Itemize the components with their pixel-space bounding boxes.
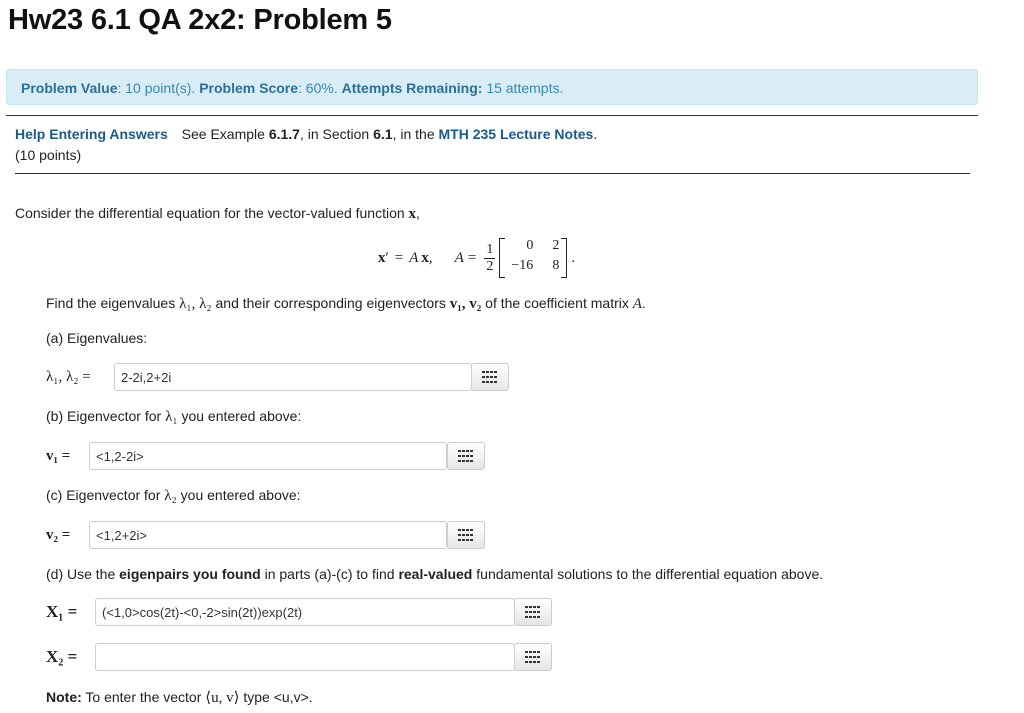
divider-bottom (15, 173, 970, 174)
part-c-end: you entered above: (180, 487, 301, 503)
eigenvalues-palette-button[interactable] (471, 363, 509, 391)
intro-text: Consider the differential equation for the vector-valued function (15, 205, 405, 221)
in-the-text: , in the (392, 126, 435, 142)
intro-end: , (416, 205, 420, 221)
problem-info-banner (6, 69, 978, 105)
example-ref: 6.1.7 (268, 126, 300, 142)
help-line (15, 126, 597, 142)
section-ref: 6.1 (373, 126, 393, 142)
section-text: , in Section (299, 126, 370, 142)
eq-equals-1: = (394, 249, 404, 266)
problem-score-label: Problem Score (199, 80, 299, 96)
eq-fraction (484, 242, 495, 275)
part-b-label (46, 408, 301, 426)
intro-sentence (15, 205, 420, 223)
part-d-label (46, 566, 823, 582)
problem-value-text: : 10 point(s). (117, 80, 196, 96)
find-text-2: and their corresponding eigenvectors (215, 295, 446, 311)
eq-matrix-name: A (454, 249, 464, 266)
note-text-1: To enter the vector (85, 689, 202, 705)
part-c-label (46, 487, 301, 505)
note-label: Note: (46, 689, 82, 705)
note-line (46, 688, 313, 707)
matrix-cell: 2 (552, 238, 560, 253)
grid-palette-icon (525, 606, 541, 618)
points-text: (10 points) (15, 147, 82, 163)
solution-x2-input[interactable] (95, 643, 515, 671)
find-math-2: v₁, v₂ (449, 296, 482, 312)
divider-top (6, 115, 978, 116)
grid-palette-icon (525, 651, 541, 663)
matrix-cell: 0 (526, 238, 534, 253)
eq-equals-2: = (467, 249, 477, 266)
part-d-text-2: in parts (a)-(c) to find (264, 566, 395, 582)
frac-numerator: 1 (486, 241, 494, 257)
part-a-label: (a) Eigenvalues: (46, 330, 148, 346)
find-text-3: of the coefficient matrix (485, 295, 629, 311)
note-text-2: type <u,v>. (243, 689, 313, 705)
grid-palette-icon (458, 529, 474, 541)
solution-x1-palette-button[interactable] (514, 598, 552, 626)
coefficient-matrix (507, 238, 559, 278)
eq-rhs-A: A (409, 249, 419, 266)
eq-end-period: . (571, 249, 576, 266)
differential-equation (378, 236, 575, 280)
part-b-end: you entered above: (181, 408, 302, 424)
part-d-text-3: fundamental solutions to the differential equation above. (476, 566, 824, 582)
find-math-1: λ₁, λ₂ (179, 296, 212, 312)
eq-rhs-var: x (421, 249, 429, 266)
help-end: . (593, 126, 598, 142)
eigenvector-2-palette-button[interactable] (447, 521, 485, 549)
matrix-cell: 8 (552, 258, 560, 273)
eigenvector-1-input[interactable] (89, 442, 447, 470)
part-b-math: λ₁ (165, 409, 178, 425)
find-math-3: A (632, 296, 642, 312)
find-text-1: Find the eigenvalues (46, 295, 176, 311)
find-sentence (46, 295, 646, 313)
problem-score-text: : 60%. (298, 80, 338, 96)
eq-lhs-var: x (378, 249, 386, 266)
problem-value-label: Problem Value (21, 80, 118, 96)
frac-denominator: 2 (486, 258, 494, 274)
attempts-remaining-label: Attempts Remaining: (341, 80, 483, 96)
part-d-x2-label: X₂ = (46, 647, 78, 666)
matrix-left-bracket (499, 238, 505, 278)
grid-palette-icon (458, 450, 474, 462)
solution-x1-input[interactable] (95, 598, 515, 626)
matrix-cell: −16 (511, 258, 534, 273)
part-b-math-label: v₁ = (46, 447, 71, 464)
page-title: Hw23 6.1 QA 2x2: Problem 5 (8, 4, 392, 36)
eq-comma: , (428, 249, 433, 266)
part-d-text-1: (d) Use the (46, 566, 116, 582)
part-c-text: (c) Eigenvector for (46, 487, 161, 503)
eigenvalues-input[interactable] (114, 363, 472, 391)
part-a-math-label: λ₁, λ₂ = (46, 368, 91, 385)
part-d-bold-1: eigenpairs you found (119, 566, 261, 582)
note-math: ⟨u, v⟩ (205, 690, 240, 706)
part-b-text: (b) Eigenvector for (46, 408, 162, 424)
lecture-notes-link[interactable]: MTH 235 Lecture Notes (438, 126, 594, 142)
see-example-text: See Example (181, 126, 265, 142)
eigenvector-2-input[interactable] (89, 521, 447, 549)
eq-prime: ′ (385, 249, 389, 266)
matrix-right-bracket (561, 238, 567, 278)
part-d-bold-2: real-valued (398, 566, 473, 582)
part-c-math-label: v₂ = (46, 526, 71, 543)
grid-palette-icon (482, 371, 498, 383)
intro-var: x (408, 206, 417, 222)
part-d-x1-label: X₁ = (46, 602, 78, 621)
solution-x2-palette-button[interactable] (514, 643, 552, 671)
part-c-math: λ₂ (164, 488, 177, 504)
find-end: . (641, 295, 646, 311)
attempts-remaining-text: 15 attempts. (486, 80, 564, 96)
help-entering-answers-link[interactable]: Help Entering Answers (15, 126, 168, 142)
eigenvector-1-palette-button[interactable] (447, 442, 485, 470)
